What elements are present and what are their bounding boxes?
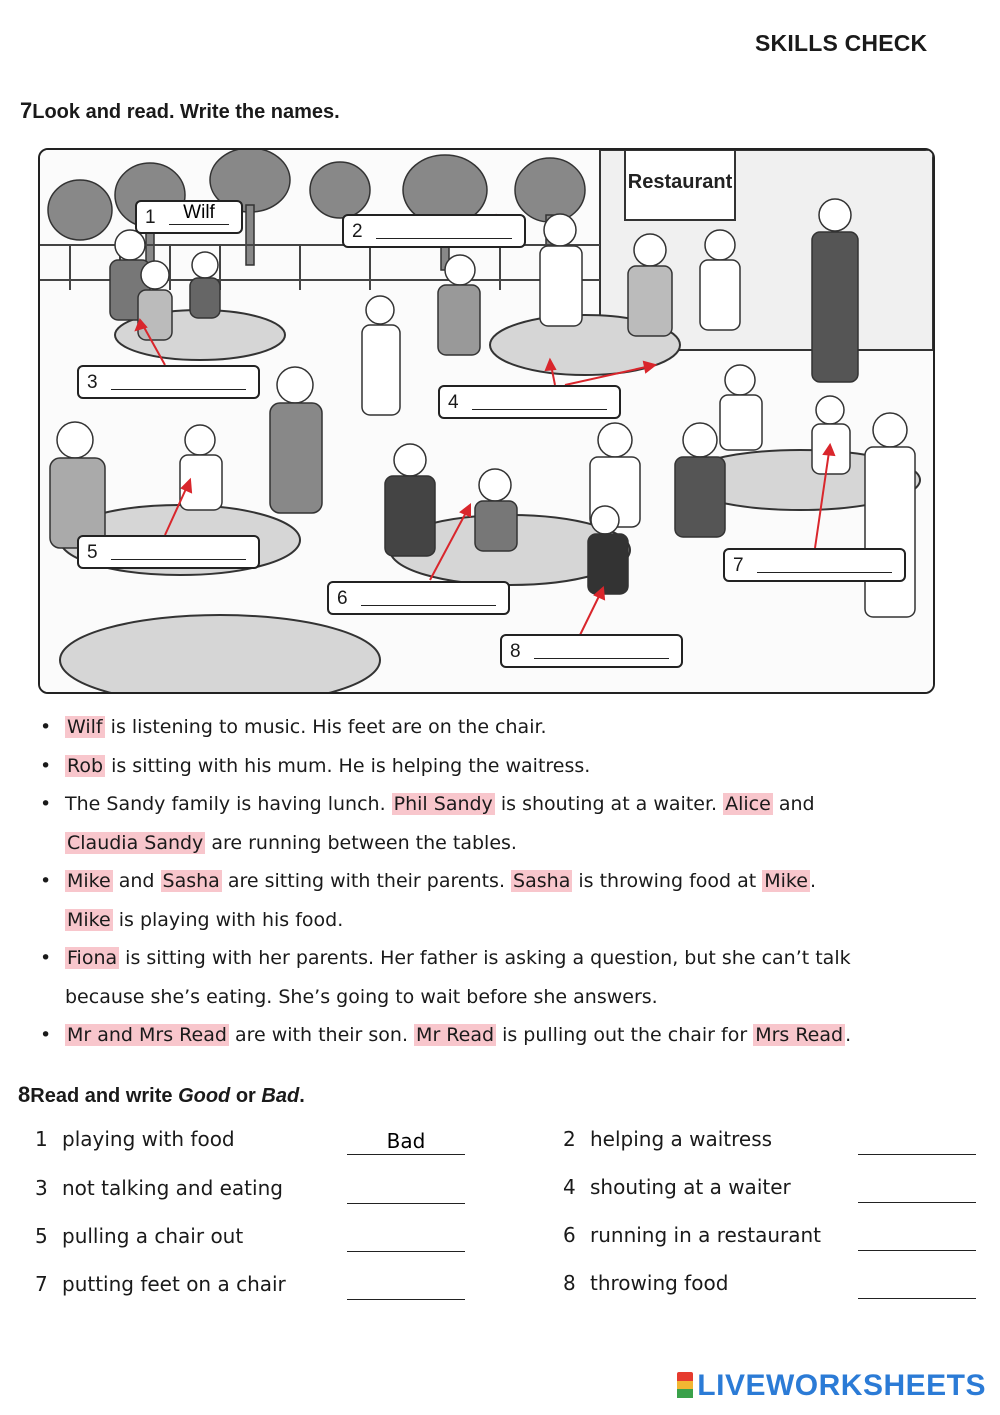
name-highlight: Claudia Sandy <box>67 831 204 854</box>
name-highlight: Sasha <box>513 870 571 892</box>
name-input-7[interactable] <box>757 549 892 573</box>
restaurant-sign-text: Restaurant <box>627 171 733 193</box>
answer-input-6[interactable] <box>858 1224 976 1251</box>
name-input-1[interactable] <box>169 201 229 225</box>
clue-sentences <box>40 708 940 1055</box>
clue-sentence-1: • Wilf is listening to music. His feet are on the chair. <box>40 716 547 738</box>
label-number: 6 <box>337 588 348 609</box>
name-input-5[interactable] <box>111 536 246 560</box>
name-input-3[interactable] <box>111 366 246 390</box>
sentence-text: The Sandy family is having lunch. <box>65 793 392 815</box>
clue-sentence-4: • Mike and Sasha are sitting with their parents. Sasha is throwing food at Mike . <box>40 870 816 892</box>
page-title: SKILLS CHECK <box>755 30 928 56</box>
label-number: 1 <box>145 207 156 228</box>
name-highlight: Rob <box>67 754 104 777</box>
label-number: 2 <box>352 221 363 242</box>
exercise-8-number: 8 <box>18 1082 31 1107</box>
item-number: 1 <box>35 1127 48 1151</box>
name-highlight: Fiona <box>67 947 118 969</box>
sentence-text: . <box>809 870 816 892</box>
item-number: 7 <box>35 1272 48 1296</box>
clue-sentence-3-cont <box>40 824 940 863</box>
item-text: shouting at a waiter <box>590 1175 791 1199</box>
clue-sentence-6: • Mr and Mrs Read are with their son. Mr Read is pulling out the chair for Mrs Read . <box>40 1024 852 1046</box>
item-text: pulling a chair out <box>62 1224 244 1248</box>
name-input-4[interactable] <box>472 386 607 410</box>
item-text: putting feet on a chair <box>62 1272 286 1296</box>
sentence-text: is listening to music. His feet are on the chair. <box>104 716 547 738</box>
sentence-text: are with their son. <box>228 1024 415 1046</box>
liveworksheets-logo[interactable] <box>677 1369 986 1403</box>
item-number: 5 <box>35 1224 48 1248</box>
clue-sentence-2: • Rob is sitting with his mum. He is helping the waitress. <box>40 754 591 777</box>
clue-sentence-4-cont <box>40 901 940 940</box>
name-highlight: Mike <box>67 908 111 931</box>
sentence-text: and <box>772 793 815 815</box>
exercise-7-instruction: Look and read. Write the names. <box>32 101 340 123</box>
name-label-7 <box>723 548 906 582</box>
label-number: 7 <box>733 555 744 576</box>
item-number: 6 <box>563 1223 576 1247</box>
name-highlight: Alice <box>725 793 771 815</box>
clue-sentence-5-cont <box>40 978 940 1017</box>
item-text: running in a restaurant <box>590 1223 822 1247</box>
sentence-text: are running between the tables. <box>205 831 517 854</box>
exercise-7-number: 7 <box>20 98 33 123</box>
name-label-8 <box>500 634 683 668</box>
word-or: or <box>230 1085 262 1107</box>
label-number: 8 <box>510 641 521 662</box>
item-text: throwing food <box>590 1271 729 1295</box>
liveworksheets-badge-icon <box>677 1372 693 1398</box>
name-input-6[interactable] <box>361 582 496 606</box>
exercise-7-title <box>20 98 340 124</box>
name-label-6 <box>327 581 510 615</box>
name-input-2[interactable] <box>376 215 512 239</box>
word-bad: Bad <box>261 1085 300 1107</box>
sentence-text: is sitting with her parents. Her father is asking a question, but she can’t talk <box>119 947 851 969</box>
name-highlight: Mrs Read <box>755 1024 844 1046</box>
label-number: 3 <box>87 372 98 393</box>
sentence-text: is pulling out the chair for <box>496 1024 754 1046</box>
sentence-text: . <box>845 1024 852 1046</box>
answer-input-4[interactable] <box>858 1176 976 1203</box>
item-text: not talking and eating <box>62 1176 283 1200</box>
clue-sentence-3: • The Sandy family is having lunch. Phil Sandy is shouting at a waiter. Alice and <box>40 793 815 815</box>
sentence-text: because she’s eating. She’s going to wait before she answers. <box>65 985 658 1008</box>
label-number: 4 <box>448 392 459 413</box>
exercise-8-instruction: Read and write <box>30 1085 179 1107</box>
item-text: playing with food <box>62 1127 235 1151</box>
period: . <box>299 1085 305 1107</box>
item-number: 8 <box>563 1271 576 1295</box>
answer-input-3[interactable] <box>347 1177 465 1204</box>
answer-input-8[interactable] <box>858 1272 976 1299</box>
label-number: 5 <box>87 542 98 563</box>
item-number: 3 <box>35 1176 48 1200</box>
answer-input-2[interactable] <box>858 1128 976 1155</box>
restaurant-illustration <box>38 148 935 694</box>
answer-input-1[interactable] <box>347 1128 465 1155</box>
answer-input-5[interactable] <box>347 1225 465 1252</box>
sentence-text: is sitting with his mum. He is helping the waitress. <box>105 754 591 777</box>
name-highlight: Phil Sandy <box>393 793 493 815</box>
name-label-4 <box>438 385 621 419</box>
clue-sentence-5: • Fiona is sitting with her parents. Her father is asking a question, but she can’t talk <box>40 947 851 969</box>
exercise-8-title <box>18 1082 305 1108</box>
name-label-5 <box>77 535 260 569</box>
word-good: Good <box>178 1085 231 1107</box>
name-highlight: Mr Read <box>416 1024 495 1046</box>
name-label-3 <box>77 365 260 399</box>
item-text: helping a waitress <box>590 1127 773 1151</box>
item-number: 4 <box>563 1175 576 1199</box>
name-highlight: Mike <box>67 870 111 892</box>
name-input-8[interactable] <box>534 635 669 659</box>
name-label-2 <box>342 214 526 248</box>
name-highlight: Sasha <box>162 870 220 892</box>
name-label-1 <box>135 200 243 234</box>
sentence-text: are sitting with their parents. <box>221 870 512 892</box>
name-highlight: Mr and Mrs Read <box>67 1024 227 1046</box>
sentence-text: is throwing food at <box>572 870 763 892</box>
sentence-text: is playing with his food. <box>112 908 344 931</box>
liveworksheets-wordmark: LIVEWORKSHEETS <box>697 1369 986 1402</box>
name-highlight: Wilf <box>67 716 103 738</box>
name-highlight: Mike <box>764 870 808 892</box>
sentence-text: and <box>112 870 161 892</box>
sentence-text: is shouting at a waiter. <box>494 793 724 815</box>
item-number: 2 <box>563 1127 576 1151</box>
answer-input-7[interactable] <box>347 1273 465 1300</box>
